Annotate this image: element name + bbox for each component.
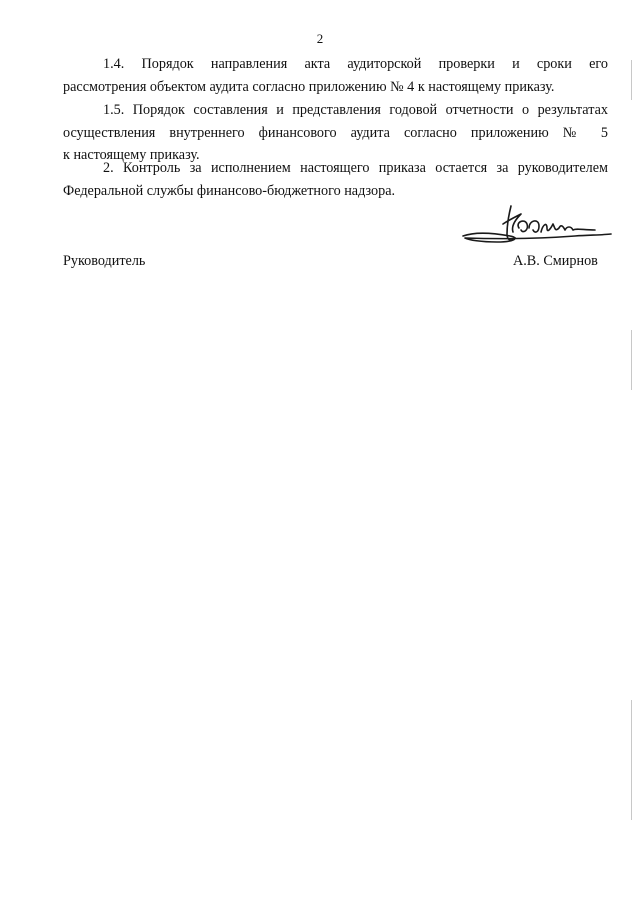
paragraph-2 [63,157,608,202]
paragraph-1-4 [63,53,608,98]
paragraph-line: 1.4. Порядок направления акта аудиторской проверки и сроки его [103,56,608,72]
paragraph-line: Федеральной службы финансово-бюджетного надзора. [63,182,396,199]
signer-name: А.В. Смирнов [513,253,598,269]
paragraph-line: к настоящему приказу. [63,147,200,163]
paragraph-line: рассмотрения объектом аудита согласно приложению № 4 к настоящему приказу. [63,78,555,95]
paragraph-line: 1.5. Порядок составления и представления годовой отчетности о результатах [103,102,608,118]
signer-title: Руководитель [63,253,146,269]
handwritten-signature [455,198,615,260]
scan-artifact [631,330,632,390]
scan-artifact [631,60,632,100]
paragraph-line: 2. Контроль за исполнением настоящего приказа остается за руководителем [103,160,608,176]
page-number: 2 [316,31,324,46]
scan-artifact [631,700,632,820]
paragraph-line: осуществления внутреннего финансового аудита согласно приложению № 5 [63,124,608,141]
